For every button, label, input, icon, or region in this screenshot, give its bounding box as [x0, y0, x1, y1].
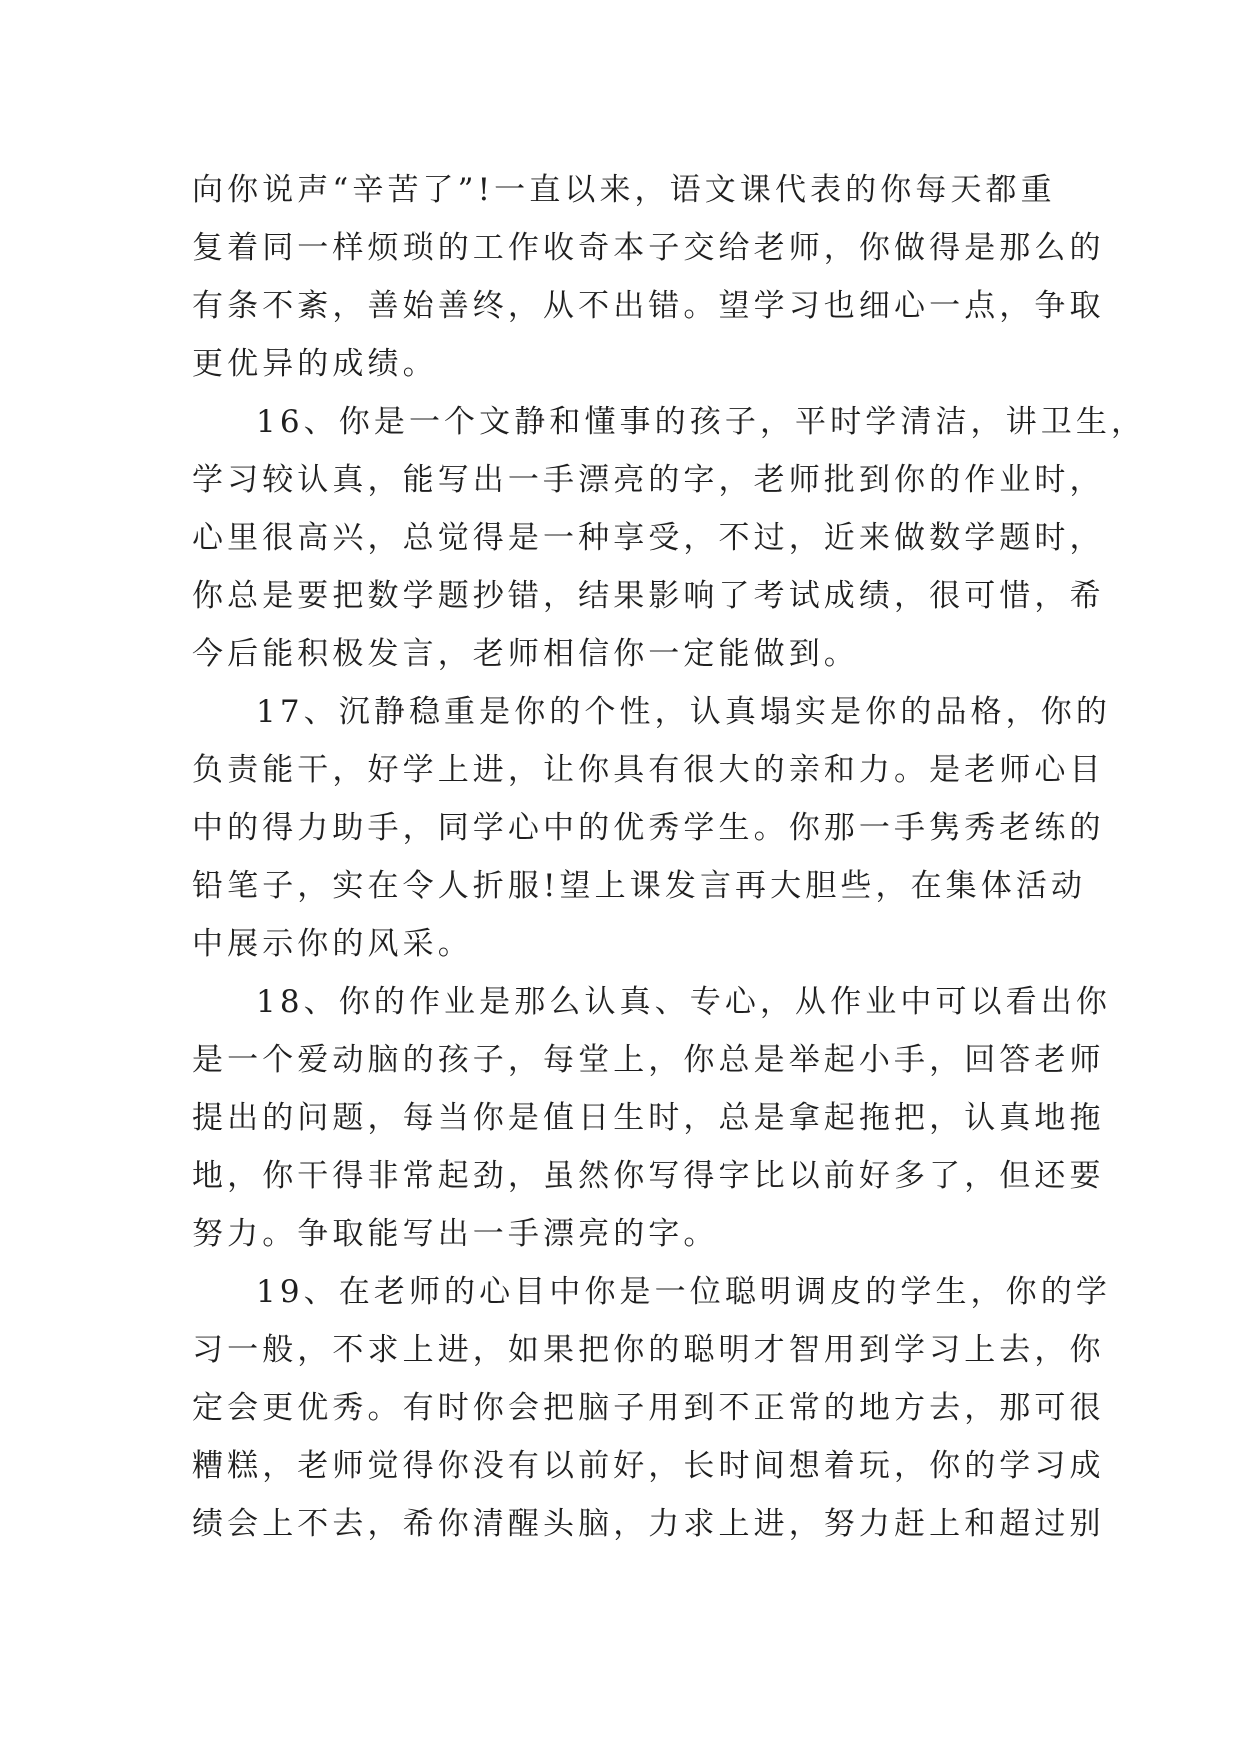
- text-line: 习一般，不求上进，如果把你的聪明才智用到学习上去，你: [192, 1332, 1105, 1368]
- text-line: 19、在老师的心目中你是一位聪明调皮的学生，你的学: [256, 1274, 1111, 1310]
- text-line: 中的得力助手，同学心中的优秀学生。你那一手隽秀老练的: [192, 810, 1105, 846]
- text-line: 今后能积极发言，老师相信你一定能做到。: [192, 636, 859, 672]
- text-line: 你总是要把数学题抄错，结果影响了考试成绩，很可惜，希: [192, 578, 1105, 614]
- text-line: 负责能干，好学上进，让你具有很大的亲和力。是老师心目: [192, 752, 1105, 788]
- text-line: 更优异的成绩。: [192, 346, 438, 382]
- text-line: 18、你的作业是那么认真、专心，从作业中可以看出你: [256, 984, 1111, 1020]
- text-line: 地，你干得非常起劲，虽然你写得字比以前好多了，但还要: [192, 1158, 1105, 1194]
- text-line: 提出的问题，每当你是值日生时，总是拿起拖把，认真地拖: [192, 1100, 1105, 1136]
- text-line: 铅笔子，实在令人折服!望上课发言再大胆些，在集体活动: [192, 868, 1087, 904]
- text-line: 心里很高兴，总觉得是一种享受，不过，近来做数学题时，: [192, 520, 1105, 556]
- text-line: 绩会上不去，希你清醒头脑，力求上进，努力赶上和超过别: [192, 1506, 1105, 1542]
- text-line: 17、沉静稳重是你的个性，认真塌实是你的品格，你的: [256, 694, 1111, 730]
- document-body: [192, 161, 1147, 1553]
- text-line: 努力。争取能写出一手漂亮的字。: [192, 1216, 719, 1252]
- text-line: 向你说声“辛苦了”!一直以来，语文课代表的你每天都重: [192, 172, 1056, 208]
- text-line: 糟糕，老师觉得你没有以前好，长时间想着玩，你的学习成: [192, 1448, 1105, 1484]
- text-line: 复着同一样烦琐的工作收奇本子交给老师，你做得是那么的: [192, 230, 1105, 266]
- text-line: 有条不紊，善始善终，从不出错。望学习也细心一点，争取: [192, 288, 1105, 324]
- text-line: 16、你是一个文静和懂事的孩子，平时学清洁，讲卫生，: [256, 404, 1147, 440]
- text-line: 中展示你的风采。: [192, 926, 473, 962]
- text-line: 是一个爱动脑的孩子，每堂上，你总是举起小手，回答老师: [192, 1042, 1105, 1078]
- text-line: 学习较认真，能写出一手漂亮的字，老师批到你的作业时，: [192, 462, 1105, 498]
- text-line: 定会更优秀。有时你会把脑子用到不正常的地方去，那可很: [192, 1390, 1105, 1426]
